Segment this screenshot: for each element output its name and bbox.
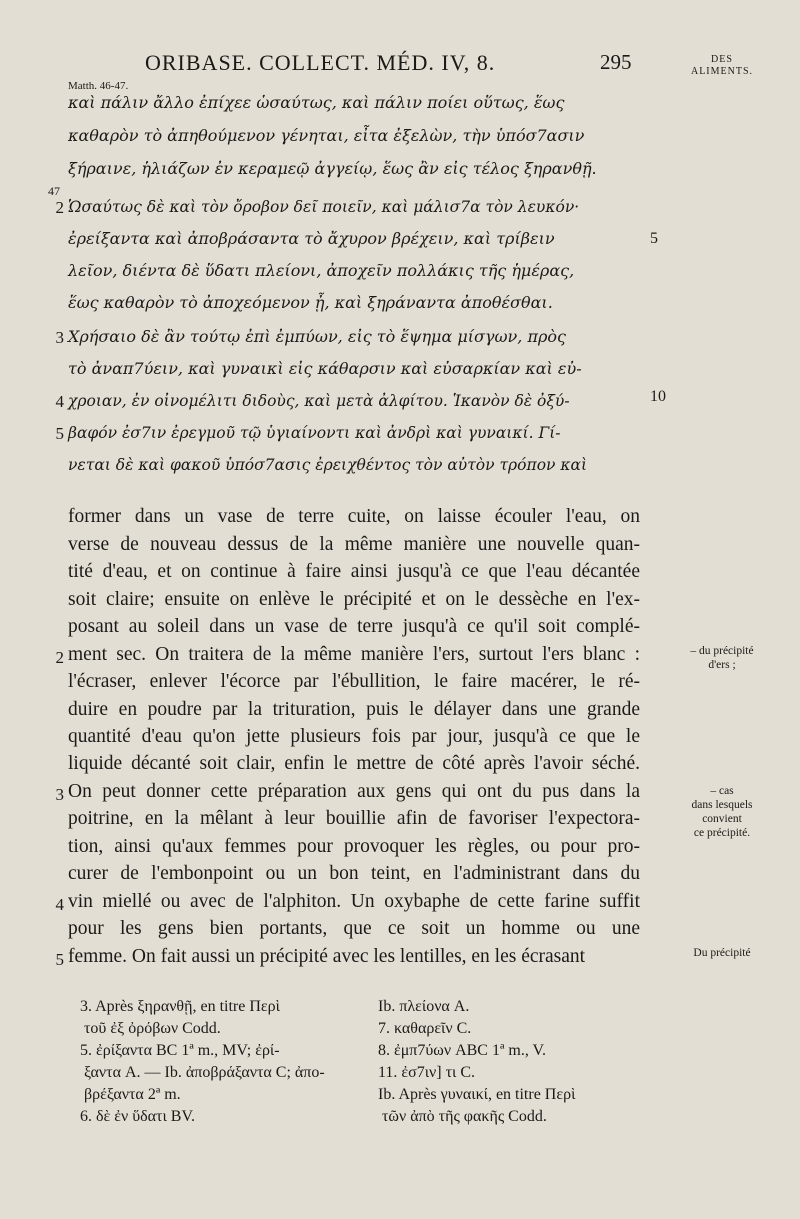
greek-text-line: καθαρὸν τὸ ἀπηθούμενον γένηται, εἶτα ἐξελὼν, τὴν ὑπόσ7ασιν: [68, 126, 585, 145]
margin-note: [672, 946, 772, 960]
margin-note-line: – du précipité: [690, 645, 754, 657]
margin-note-line: convient: [702, 813, 742, 825]
greek-text-line: λεῖον, διέντα δὲ ὕδατι πλείονι, ἀποχεῖν πολλάκις τῆς ἡμέρας,: [68, 261, 575, 280]
greek-section-number: 3: [55, 328, 64, 347]
french-text-line: soit claire; ensuite on enlève le précipité et on le dessèche en l'ex-: [68, 589, 640, 610]
footnote: Ib. πλείονα A.: [378, 998, 470, 1015]
margin-note-line: ce précipité.: [693, 827, 751, 839]
french-text-line: pour les gens bien portants, que ce soit un homme ou une: [68, 918, 640, 939]
french-section-number: 2: [55, 648, 64, 667]
french-text-line: tité d'eau, et on continue à faire ainsi jusqu'à ce que l'eau décantée: [68, 561, 640, 582]
side-header: [682, 54, 762, 78]
french-text-line: vin miellé ou avec de l'alphiton. Un oxybaphe de cette farine suffit: [68, 891, 640, 912]
margin-note-line: dans lesquels: [691, 799, 753, 811]
greek-text-line: τὸ ἀναπ7ύειν, καὶ γυναικὶ εἰς κάθαρσιν καὶ εὐσαρκίαν καὶ εὐ-: [68, 359, 582, 378]
footnote: τοῦ ἐξ ὀρόβων Codd.: [84, 1020, 221, 1037]
margin-note-line: d'ers ;: [708, 659, 736, 671]
footnote: 8. ἐμπ7ύων ABC 1ª m., V.: [378, 1042, 547, 1059]
reference-note: Matth. 46-47.: [68, 80, 129, 92]
french-text-line: l'écraser, enlever l'écorce par l'ébullition, le faire macérer, le ré-: [68, 671, 640, 692]
footnote: βρέξαντα 2ª m.: [84, 1086, 181, 1103]
footnote: τῶν ἀπὸ τῆς φακῆς Codd.: [382, 1108, 547, 1125]
french-text-line: curer de l'embonpoint ou un bon teint, en l'administrant dans du: [68, 863, 640, 884]
french-text-line: On peut donner cette préparation aux gens qui ont du pus dans la: [68, 781, 640, 802]
footnotes-right-column: [378, 996, 668, 1128]
french-text-line: duire en poudre par la trituration, puis le délayer dans une grande: [68, 699, 640, 720]
margin-note-line: – cas: [710, 785, 734, 797]
running-header-title: ORIBASE. COLLECT. MÉD. IV, 8.: [145, 50, 496, 75]
greek-section-number: 5: [55, 424, 64, 443]
greek-text-line: Ὡσαύτως δὲ καὶ τὸν ὄροβον δεῖ ποιεῖν, καὶ μάλισ7α τὸν λευκόν·: [68, 198, 580, 216]
footnotes-left-column: [80, 996, 360, 1128]
french-text-line: ment sec. On traitera de la même manière l'ers, surtout l'ers blanc :: [68, 644, 640, 665]
footnote: 5. ἐρίξαντα BC 1ª m., MV; ἐρί-: [80, 1042, 280, 1059]
greek-line-number: 5: [650, 230, 658, 247]
side-header-line: ALIMENTS.: [690, 66, 754, 77]
french-text-line: liquide décanté soit clair, enfin le mettre de côté après l'avoir séché.: [68, 753, 640, 774]
footnote: 7. καθαρεῖν C.: [378, 1020, 472, 1037]
greek-line-number: 10: [650, 388, 666, 405]
footnote: Ib. Après γυναικί, en titre Περὶ: [378, 1086, 576, 1103]
margin-note: [672, 644, 772, 672]
greek-text-line: ξήραινε, ἡλιάζων ἐν κεραμεῷ ἀγγείῳ, ἕως ἂν εἰς τέλος ξηρανθῇ.: [68, 159, 597, 178]
greek-text-line: Χρήσαιο δὲ ἂν τούτῳ ἐπὶ ἐμπύων, εἰς τὸ ἕψημα μίσγων, πρὸς: [68, 327, 566, 346]
margin-note-line: Du précipité: [693, 947, 751, 959]
french-section-number: 3: [55, 785, 64, 804]
greek-text-line: νεται δὲ καὶ φακοῦ ὑπόσ7ασις ἐρειχθέντος τὸν αὐτὸν τρόπον καὶ: [68, 456, 588, 474]
page-number: 295: [600, 50, 632, 74]
side-header-line: DES: [711, 54, 733, 65]
greek-text-line: ἕως καθαρὸν τὸ ἀποχεόμενον ᾖ, καὶ ξηράναντα ἀποθέσθαι.: [68, 293, 553, 312]
greek-text-line: χροιαν, ἐν οἰνομέλιτι διδοὺς, καὶ μετὰ ἀλφίτου. Ἱκανὸν δὲ ὀξύ-: [68, 392, 570, 410]
french-text-line: tion, ainsi qu'aux femmes pour provoquer les règles, ou pour pro-: [68, 836, 640, 857]
greek-text-line: καὶ πάλιν ἄλλο ἐπίχεε ὡσαύτως, καὶ πάλιν ποίει οὕτως, ἕως: [68, 93, 565, 112]
greek-section-number: 4: [55, 392, 64, 411]
french-text-line: quantité d'eau qu'on jette plusieurs fois par jour, jusqu'à ce que le: [68, 726, 640, 747]
footnote: 6. δὲ ἐν ὕδατι BV.: [80, 1108, 195, 1125]
greek-section-number: 2: [55, 198, 64, 217]
footnote: 11. ἐσ7ιν] τι C.: [378, 1064, 476, 1081]
greek-section-marker: 47: [48, 184, 60, 198]
margin-note: [672, 784, 772, 840]
footnote: 3. Après ξηρανθῇ, en titre Περὶ: [80, 998, 280, 1015]
footnote: ξαντα A. — Ib. ἀποβράξαντα C; ἀπο-: [84, 1064, 325, 1081]
french-section-number: 5: [55, 950, 64, 969]
french-text-line: poitrine, en la mêlant à leur bouillie afin de favoriser l'expectora-: [68, 808, 640, 829]
french-text-line: verse de nouveau dessus de la même manière une nouvelle quan-: [68, 534, 640, 555]
french-text-line: femme. On fait aussi un précipité avec les lentilles, en les écrasant: [68, 946, 586, 967]
french-text-line: posant au soleil dans un vase de terre jusqu'à ce qu'il soit complé-: [68, 616, 640, 637]
greek-text-line: ἐρείξαντα καὶ ἀποβράσαντα τὸ ἄχυρον βρέχειν, καὶ τρίβειν: [68, 229, 555, 248]
french-section-number: 4: [55, 895, 64, 914]
french-text-line: former dans un vase de terre cuite, on laisse écouler l'eau, on: [68, 506, 640, 527]
greek-text-line: βαφόν ἐσ7ιν ἐρεγμοῦ τῷ ὑγιαίνοντι καὶ ἀνδρὶ καὶ γυναικί. Γί-: [68, 424, 561, 442]
